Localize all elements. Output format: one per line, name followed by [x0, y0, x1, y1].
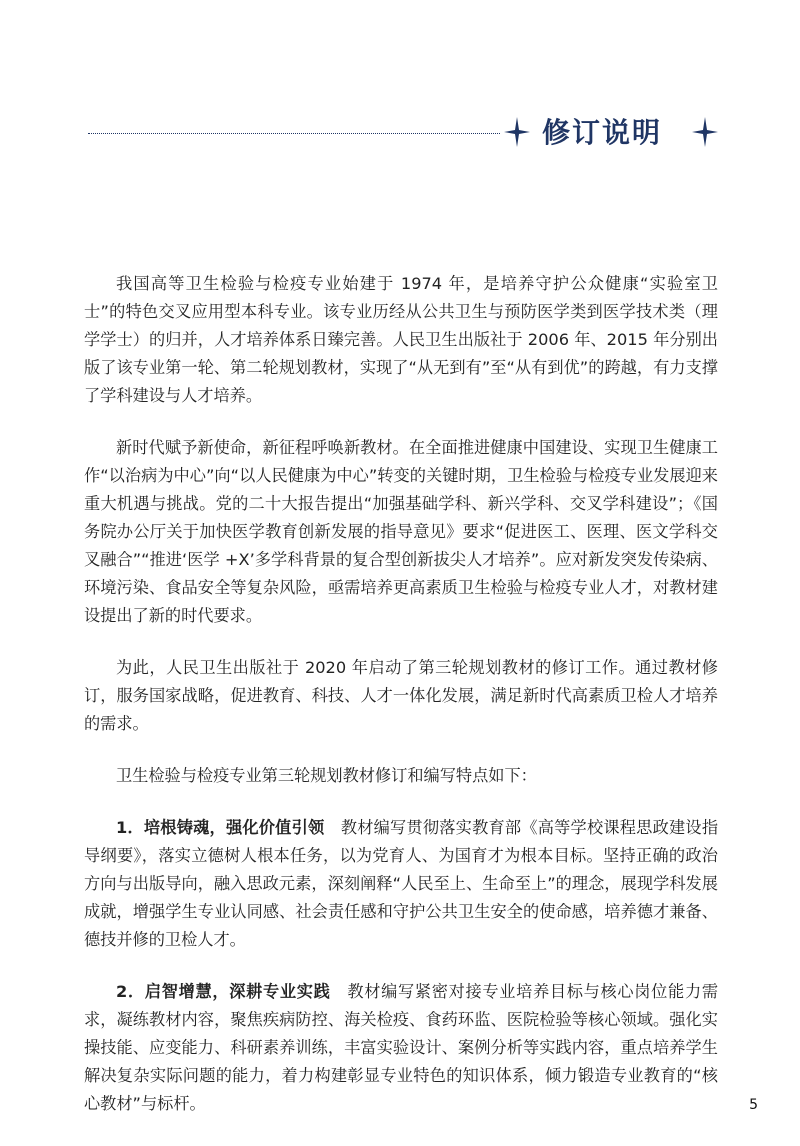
feature-text: 教材编写紧密对接专业培养目标与核心岗位能力需求，凝练教材内容，聚焦疾病防控、海关检疫、食药环监、医院检验等核心领域。强化实操技能、应变能力、科研素养训练，丰富实验设计、案例分析等实践内容，重点培养学生解决复杂实际问题的能力，着力构建彰显专业特色的知识体系，倾力锻造专业教育的“核心教材”与标杆。 — [84, 982, 719, 1113]
paragraph-text: 卫生检验与检疫专业第三轮规划教材修订和编写特点如下： — [116, 766, 537, 785]
plus-star-icon — [688, 115, 722, 149]
feature-item-1 — [84, 814, 718, 954]
page-title: 修订说明 — [542, 116, 663, 149]
dotted-rule — [88, 133, 500, 134]
feature-heading: 2．启智增慧，深耕专业实践 — [116, 982, 331, 1001]
paragraph-text: 新时代赋予新使命，新征程呼唤新教材。在全面推进健康中国建设、实现卫生健康工作“以治病为中心”向“以人民健康为中心”转变的关键时期，卫生检验与检疫专业发展迎来重大机遇与挑战。党的二十大报告提出“加强基础学科、新兴学科、交叉学科建设”；《国务院办公厅关于加快医学教育创新发展的指导意见》要求“促进医工、医理、医文学科交叉融合”“推进‘医学 +X’多学科背景的复合型创新拔尖人才培养”。应对新发突发传染病、环境污染、食品安全等复杂风险，亟需培养更高素质卫生检验与检疫专业人才，对教材建设提出了新的时代要求。 — [84, 438, 718, 625]
feature-text: 教材编写贯彻落实教育部《高等学校课程思政建设指导纲要》，落实立德树人根本任务，以为党育人、为国育才为根本目标。坚持正确的政治方向与出版导向，融入思政元素，深刻阐释“人民至上、生命至上”的理念，展现学科发展成就，增强学生专业认同感、社会责任感和守护公共卫生安全的使命感，培养德才兼备、德技并修的卫检人才。 — [84, 818, 719, 949]
paragraph-history — [84, 270, 718, 410]
body-text — [84, 270, 718, 1142]
feature-heading: 1．培根铸魂，强化价值引领 — [116, 818, 325, 837]
page-number: 5 — [749, 1097, 758, 1113]
paragraph-features-intro — [84, 762, 718, 790]
paragraph-text: 我国高等卫生检验与检疫专业始建于 1974 年，是培养守护公众健康“实验室卫士”的特色交叉应用型本科专业。该专业历经从公共卫生与预防医学类到医学技术类（理学学士）的归并，人才培养体系日臻完善。人民卫生出版社于 2006 年、2015 年分别出版了该专业第一轮、第二轮规划教材，实现了“从无到有”至“从有到优”的跨越，有力支撑了学科建设与人才培养。 — [84, 274, 718, 405]
paragraph-new-era — [84, 434, 718, 630]
paragraph-revision-start — [84, 654, 718, 738]
paragraph-text: 为此，人民卫生出版社于 2020 年启动了第三轮规划教材的修订工作。通过教材修订，服务国家战略，促进教育、科技、人才一体化发展，满足新时代高素质卫检人才培养的需求。 — [84, 658, 718, 733]
plus-star-icon — [500, 115, 534, 149]
feature-item-2 — [84, 978, 718, 1118]
section-header — [88, 112, 720, 156]
